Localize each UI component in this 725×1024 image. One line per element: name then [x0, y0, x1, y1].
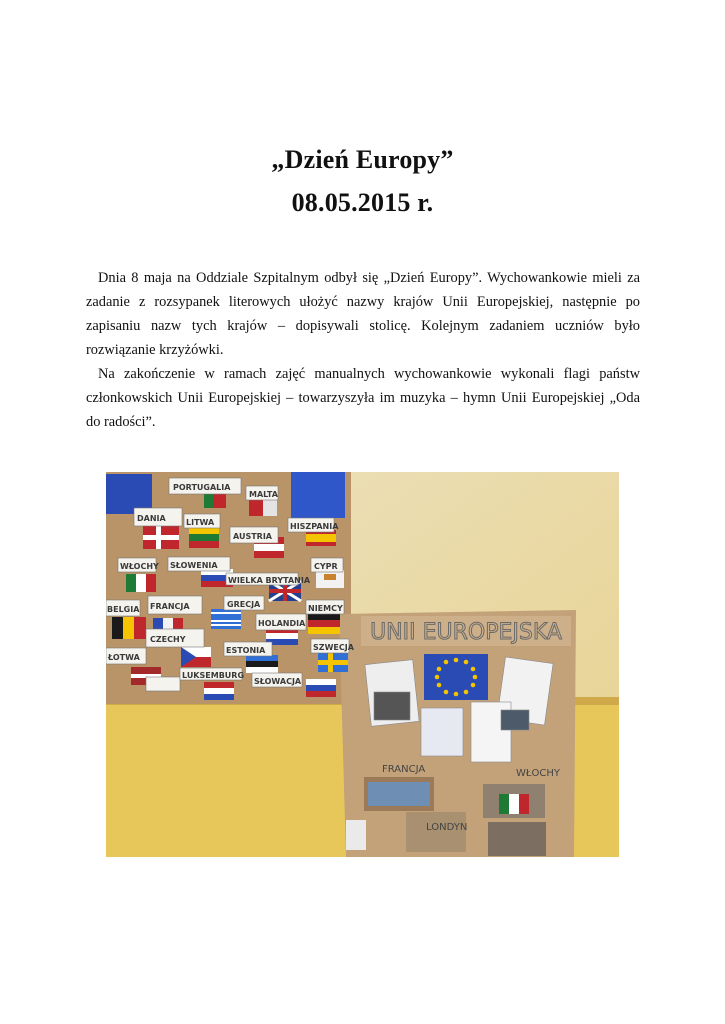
svg-text:WIELKA BRYTANIA: WIELKA BRYTANIA [228, 576, 311, 585]
document-body [86, 266, 640, 434]
svg-text:SŁOWENIA: SŁOWENIA [170, 561, 218, 570]
svg-text:CZECHY: CZECHY [150, 635, 186, 644]
svg-text:SŁOWACJA: SŁOWACJA [254, 677, 302, 686]
svg-text:UNII EUROPEJSKA: UNII EUROPEJSKA [370, 620, 562, 645]
svg-text:MALTA: MALTA [249, 490, 278, 499]
svg-text:LUKSEMBURG: LUKSEMBURG [182, 671, 245, 680]
document-date: 08.05.2015 r. [291, 188, 434, 217]
svg-text:WŁOCHY: WŁOCHY [120, 562, 159, 571]
svg-text:BELGIA: BELGIA [107, 605, 140, 614]
svg-text:NIEMCY: NIEMCY [308, 604, 343, 613]
paragraph-1: Dnia 8 maja na Oddziale Szpitalnym odbył się „Dzień Europy”. Wychowankowie mieli za zadanie z rozsypanek literowych ułożyć nazwy krajów Unii Europejskiej, następnie po zapisaniu nazw tych krajów – dopisywali stolicę. Kolejnym zadaniem uczniów było rozwiązanie krzyżówki. [86, 270, 640, 358]
svg-text:FRANCJA: FRANCJA [382, 764, 426, 775]
svg-text:DANIA: DANIA [137, 514, 166, 523]
svg-text:HISZPANIA: HISZPANIA [290, 522, 339, 531]
svg-text:CYPR: CYPR [314, 562, 338, 571]
svg-text:LITWA: LITWA [186, 518, 215, 527]
document-title: „Dzień Europy” [271, 145, 454, 174]
svg-text:LONDYN: LONDYN [426, 822, 468, 833]
svg-text:ŁOTWA: ŁOTWA [108, 653, 140, 662]
svg-text:HOLANDIA: HOLANDIA [258, 619, 306, 628]
svg-text:PORTUGALIA: PORTUGALIA [173, 483, 231, 492]
svg-text:FRANCJA: FRANCJA [150, 602, 190, 611]
paragraph-2: Na zakończenie w ramach zajęć manualnych wychowankowie wykonali flagi państw członkowskich Unii Europejskiej – towarzyszyła im muzyka – hymn Unii Europejskiej „Oda do radości”. [86, 366, 640, 430]
svg-text:AUSTRIA: AUSTRIA [233, 532, 272, 541]
svg-text:WŁOCHY: WŁOCHY [516, 768, 560, 779]
svg-text:SZWECJA: SZWECJA [313, 643, 354, 652]
photo-illustration [106, 472, 619, 857]
svg-text:ESTONIA: ESTONIA [226, 646, 266, 655]
classroom-photo [106, 472, 619, 857]
svg-text:GRECJA: GRECJA [227, 600, 261, 609]
